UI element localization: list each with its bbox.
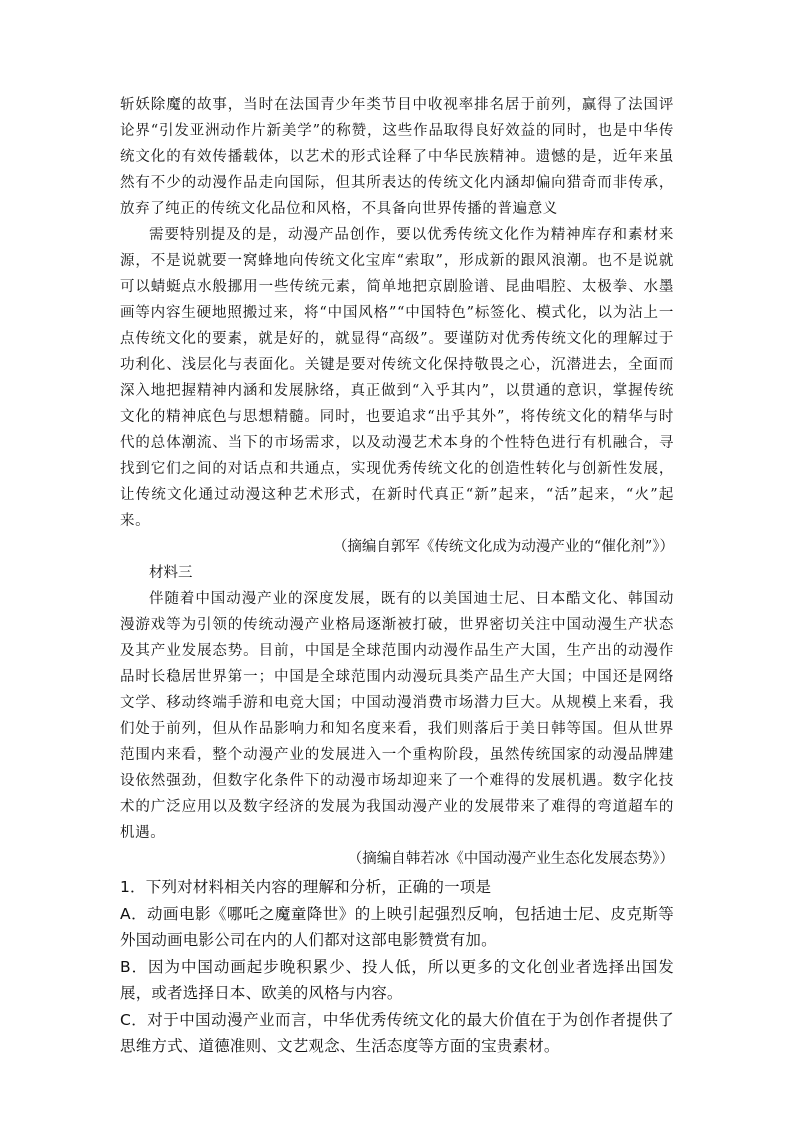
- material3-paragraph: 伴随着中国动漫产业的深度发展，既有的以美国迪士尼、日本酷文化、韩国动漫游戏等为引领的传统动漫产业格局逐渐被打破，世界密切关注中国动漫生产状态及其产业发展态势。目前，中国是全球范围内动漫作品生产大国，生产出的动漫作品时长稳居世界第一；中国是全球范围内动漫玩具类产品生产大国；中国还是网络文学、移动终端手游和电竞大国；中国动漫消费市场潜力巨大。从规模上来看，我们处于前列，但从作品影响力和知名度来看，我们则落后于美日韩等国。但从世界范围内来看，整个动漫产业的发展进入一个重构阶段，虽然传统国家的动漫品牌建设依然强劲，但数字化条件下的动漫市场却迎来了一个难得的发展机遇。数字化技术的广泛应用以及数字经济的发展为我国动漫产业的发展带来了难得的弯道超车的机遇。: [120, 591, 674, 841]
- material2-source: （摘编自郭军《传统文化成为动漫产业的“催化剂”》）: [332, 539, 674, 555]
- option-a: A．动画电影《哪吒之魔童降世》的上映引起强烈反响，包括迪士尼、皮克斯等外国动画电影公司在内的人们都对这部电影赞赏有加。: [120, 904, 674, 949]
- material2-paragraph-1: 斩妖除魔的故事，当时在法国青少年类节目中收视率排名居于前列，赢得了法国评论界“引发亚洲动作片新美学”的称赞，这些作品取得良好效益的同时，也是中华传统文化的有效传播载体，以艺术的形式诠释了中华民族精神。遗憾的是，近年来虽然有不少的动漫作品走向国际，但其所表达的传统文化内涵却偏向猎奇而非传承，放弃了纯正的传统文化品位和风格，不具备向世界传播的普遍意义: [120, 97, 674, 217]
- material3-heading: 材料三: [149, 565, 193, 581]
- option-c: C．对于中国动漫产业而言，中华优秀传统文化的最大价值在于为创作者提供了思维方式、道德准则、文艺观念、生活态度等方面的宝贵素材。: [120, 1010, 674, 1055]
- option-b: B．因为中国动画起步晚积累少、投人低，所以更多的文化创业者选择出国发展，或者选择日本、欧美的风格与内容。: [120, 957, 674, 1002]
- page-content: [120, 92, 674, 1060]
- question-stem: 1．下列对材料相关内容的理解和分析，正确的一项是: [120, 878, 492, 896]
- question-1: [120, 874, 674, 1060]
- material2-paragraph-2: 需要特别提及的是，动漫产品创作，要以优秀传统文化作为精神库存和素材来源，不是说就要一窝蜂地向传统文化宝库“索取”，形成新的跟风浪潮。也不是说就可以蜻蜓点水般挪用一些传统元素，简单地把京剧脸谱、昆曲唱腔、太极拳、水墨画等内容生硬地照搬过来，将“中国风格”“中国特色”标签化、模式化，以为沾上一点传统文化的要素，就是好的，就显得“高级”。要谨防对优秀传统文化的理解过于功利化、浅层化与表面化。关键是要对传统文化保持敬畏之心，沉潜进去，全面而深入地把握精神内涵和发展脉络，真正做到“入乎其内”，以贯通的意识，掌握传统文化的精神底色与思想精髓。同时，也要追求“出乎其外”，将传统文化的精华与时代的总体潮流、当下的市场需求，以及动漫艺术本身的个性特色进行有机融合，寻找到它们之间的对话点和共通点，实现优秀传统文化的创造性转化与创新性发展，让传统文化通过动漫这种艺术形式，在新时代真正“新”起来，“活”起来，“火”起来。: [120, 227, 674, 529]
- material3-source: （摘编自韩若冰《中国动漫产业生态化发展态势》）: [347, 851, 674, 867]
